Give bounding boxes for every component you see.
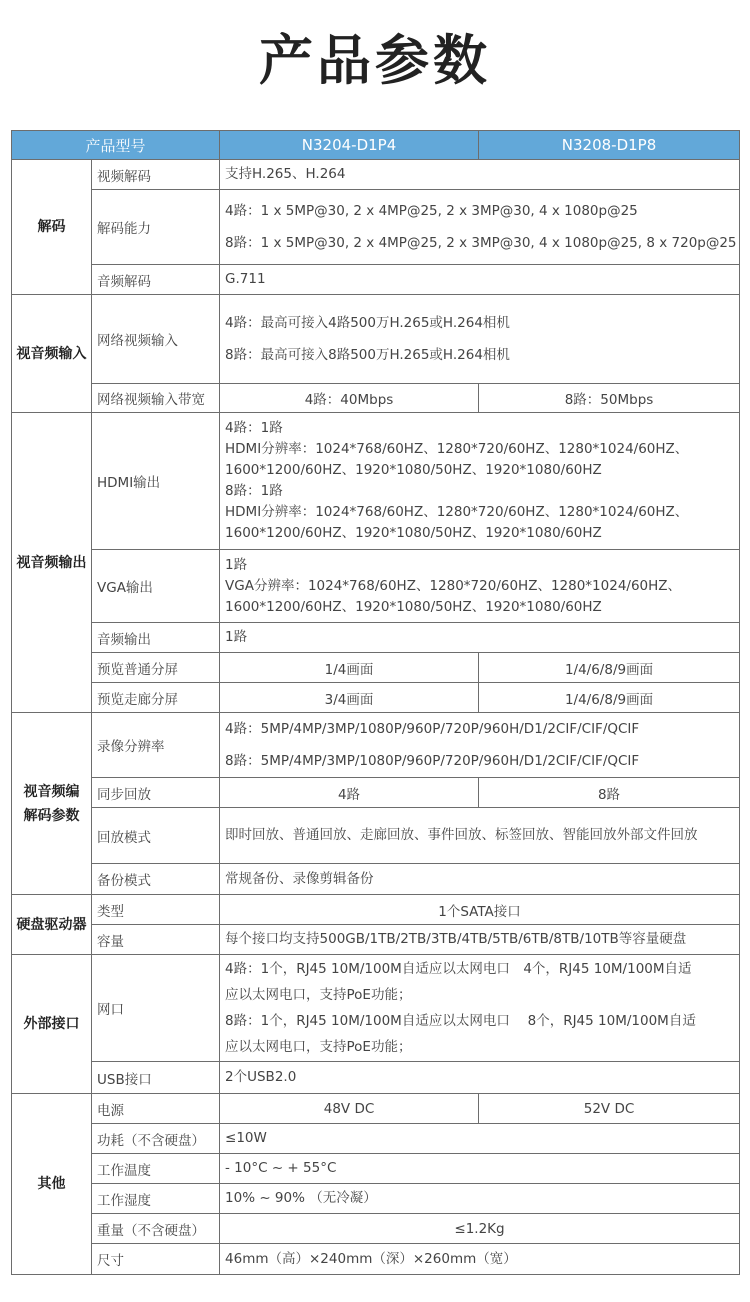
page-title: 产品参数 bbox=[259, 29, 491, 92]
category-av-output: 视音频输出 bbox=[12, 413, 92, 713]
table-row bbox=[12, 653, 740, 683]
category-line: 解码参数 bbox=[23, 807, 80, 824]
param-value-a: 4路 bbox=[220, 778, 479, 808]
param-value-b: 52V DC bbox=[479, 1094, 740, 1124]
param-label: 类型 bbox=[92, 895, 220, 925]
text-line: VGA分辨率：1024*768/60HZ、1280*720/60HZ、1280*1024/60HZ、 bbox=[225, 577, 682, 594]
model-b: N3208-D1P8 bbox=[479, 131, 740, 160]
param-value: 2个USB2.0 bbox=[220, 1062, 740, 1094]
table-header-row bbox=[12, 131, 740, 160]
table-row bbox=[12, 1244, 740, 1275]
spec-table bbox=[11, 130, 740, 1275]
table-row bbox=[12, 550, 740, 623]
text-line: 1600*1200/60HZ、1920*1080/50HZ、1920*1080/60HZ bbox=[225, 525, 602, 541]
text-line: 4路：1 x 5MP@30, 2 x 4MP@25, 2 x 3MP@30, 4 x 1080p@25 bbox=[225, 203, 638, 219]
table-row bbox=[12, 895, 740, 925]
text-line: HDMI分辨率：1024*768/60HZ、1280*720/60HZ、1280*1024/60HZ、 bbox=[225, 441, 689, 457]
table-row bbox=[12, 778, 740, 808]
param-label: 回放模式 bbox=[92, 808, 220, 864]
table-row bbox=[12, 1184, 740, 1214]
param-value: 1个SATA接口 bbox=[220, 895, 740, 925]
param-value: ≤10W bbox=[220, 1124, 740, 1154]
param-value: 1路 bbox=[220, 623, 740, 653]
table-row bbox=[12, 384, 740, 413]
param-value bbox=[220, 550, 740, 623]
param-value bbox=[220, 295, 740, 384]
param-label: 预览普通分屏 bbox=[92, 653, 220, 683]
category-other: 其他 bbox=[12, 1094, 92, 1275]
param-label: 工作湿度 bbox=[92, 1184, 220, 1214]
param-label: 功耗（不含硬盘） bbox=[92, 1124, 220, 1154]
param-value bbox=[220, 413, 740, 550]
category-hdd: 硬盘驱动器 bbox=[12, 895, 92, 955]
text-line: 1600*1200/60HZ、1920*1080/50HZ、1920*1080/60HZ bbox=[225, 598, 602, 615]
category-decode: 解码 bbox=[12, 160, 92, 295]
table-row bbox=[12, 1062, 740, 1094]
param-value: 46mm（高）×240mm（深）×260mm（宽） bbox=[220, 1244, 740, 1275]
text-line: 4路：1路 bbox=[225, 420, 283, 436]
param-label: 同步回放 bbox=[92, 778, 220, 808]
param-label: 电源 bbox=[92, 1094, 220, 1124]
param-value: 每个接口均支持500GB/1TB/2TB/3TB/4TB/5TB/6TB/8TB/10TB等容量硬盘 bbox=[220, 925, 740, 955]
text-line: HDMI分辨率：1024*768/60HZ、1280*720/60HZ、1280*1024/60HZ、 bbox=[225, 504, 689, 520]
param-value-a: 48V DC bbox=[220, 1094, 479, 1124]
category-av-input: 视音频输入 bbox=[12, 295, 92, 413]
param-value: ≤1.2Kg bbox=[220, 1214, 740, 1244]
param-value: 支持H.265、H.264 bbox=[220, 160, 740, 190]
model-a: N3204-D1P4 bbox=[220, 131, 479, 160]
param-value-a: 1/4画面 bbox=[220, 653, 479, 683]
param-label: 解码能力 bbox=[92, 190, 220, 265]
param-value-b: 1/4/6/8/9画面 bbox=[479, 683, 740, 713]
param-label: 音频输出 bbox=[92, 623, 220, 653]
table-row bbox=[12, 623, 740, 653]
param-value-a: 4路：40Mbps bbox=[220, 384, 479, 413]
text-line: 8路：1 x 5MP@30, 2 x 4MP@25, 2 x 3MP@30, 4 x 1080p@25, 8 x 720p@25 bbox=[225, 235, 737, 251]
table-row bbox=[12, 413, 740, 550]
text-line: 1路 bbox=[225, 556, 248, 573]
table-row bbox=[12, 1154, 740, 1184]
param-label: 尺寸 bbox=[92, 1244, 220, 1275]
table-row bbox=[12, 683, 740, 713]
param-label: 音频解码 bbox=[92, 265, 220, 295]
param-label: 工作温度 bbox=[92, 1154, 220, 1184]
text-line: 8路：1个，RJ45 10M/100M自适应以太网电口 8个，RJ45 10M/100M自适 bbox=[225, 1013, 696, 1029]
param-value: 常规备份、录像剪辑备份 bbox=[220, 864, 740, 895]
param-value bbox=[220, 190, 740, 265]
table-row bbox=[12, 265, 740, 295]
param-value: G.711 bbox=[220, 265, 740, 295]
param-value bbox=[220, 713, 740, 778]
model-label: 产品型号 bbox=[12, 131, 220, 160]
param-value-b: 8路：50Mbps bbox=[479, 384, 740, 413]
text-line: 4路：5MP/4MP/3MP/1080P/960P/720P/960H/D1/2CIF/CIF/QCIF bbox=[225, 721, 640, 737]
text-line: 应以太网电口，支持PoE功能； bbox=[225, 1039, 412, 1055]
param-value-b: 1/4/6/8/9画面 bbox=[479, 653, 740, 683]
category-codec bbox=[12, 713, 92, 895]
table-row bbox=[12, 713, 740, 778]
table-row bbox=[12, 295, 740, 384]
text-line: 8路：1路 bbox=[225, 483, 283, 499]
param-label: 预览走廊分屏 bbox=[92, 683, 220, 713]
param-label: USB接口 bbox=[92, 1062, 220, 1094]
text-line: 4路：1个，RJ45 10M/100M自适应以太网电口 4个，RJ45 10M/100M自适 bbox=[225, 961, 692, 977]
table-row bbox=[12, 925, 740, 955]
text-line: 应以太网电口，支持PoE功能； bbox=[225, 987, 412, 1003]
param-label: 视频解码 bbox=[92, 160, 220, 190]
table-row bbox=[12, 1214, 740, 1244]
table-row bbox=[12, 955, 740, 1062]
param-value: - 10°C ~ + 55°C bbox=[220, 1154, 740, 1184]
param-label: 网口 bbox=[92, 955, 220, 1062]
param-value: 10% ~ 90% （无冷凝） bbox=[220, 1184, 740, 1214]
text-line: 8路：5MP/4MP/3MP/1080P/960P/720P/960H/D1/2CIF/CIF/QCIF bbox=[225, 753, 640, 769]
category-line: 视音频编 bbox=[23, 783, 80, 800]
text-line: 1600*1200/60HZ、1920*1080/50HZ、1920*1080/60HZ bbox=[225, 462, 602, 478]
param-value-b: 8路 bbox=[479, 778, 740, 808]
param-value bbox=[220, 955, 740, 1062]
text-line: 4路：最高可接入4路500万H.265或H.264相机 bbox=[225, 315, 510, 331]
param-label: HDMI输出 bbox=[92, 413, 220, 550]
table-row bbox=[12, 1094, 740, 1124]
param-label: 重量（不含硬盘） bbox=[92, 1214, 220, 1244]
param-label: 网络视频输入 bbox=[92, 295, 220, 384]
param-label: 备份模式 bbox=[92, 864, 220, 895]
text-line: 8路：最高可接入8路500万H.265或H.264相机 bbox=[225, 347, 510, 363]
table-row bbox=[12, 808, 740, 864]
param-label: 录像分辨率 bbox=[92, 713, 220, 778]
table-row bbox=[12, 190, 740, 265]
param-label: 网络视频输入带宽 bbox=[92, 384, 220, 413]
param-label: VGA输出 bbox=[92, 550, 220, 623]
category-interfaces: 外部接口 bbox=[12, 955, 92, 1094]
param-value-a: 3/4画面 bbox=[220, 683, 479, 713]
table-row bbox=[12, 160, 740, 190]
param-label: 容量 bbox=[92, 925, 220, 955]
table-row bbox=[12, 864, 740, 895]
param-value: 即时回放、普通回放、走廊回放、事件回放、标签回放、智能回放外部文件回放 bbox=[220, 808, 740, 864]
table-row bbox=[12, 1124, 740, 1154]
